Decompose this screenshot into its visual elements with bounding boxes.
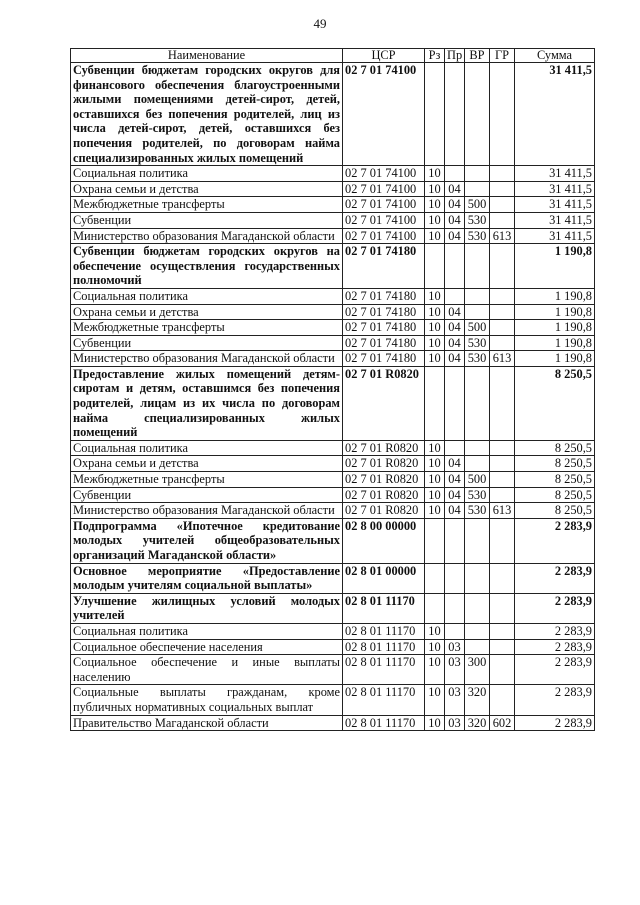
cell-csr: 02 8 01 11170 xyxy=(343,655,425,685)
cell-vr xyxy=(465,440,490,456)
cell-gr xyxy=(490,593,515,623)
table-row xyxy=(71,563,595,593)
cell-vr xyxy=(465,366,490,440)
cell-gr xyxy=(490,288,515,304)
cell-vr xyxy=(465,593,490,623)
cell-gr: 613 xyxy=(490,503,515,519)
cell-rz: 10 xyxy=(425,503,445,519)
cell-pr: 03 xyxy=(445,715,465,731)
cell-sum: 2 283,9 xyxy=(515,563,595,593)
cell-name: Межбюджетные трансферты xyxy=(71,320,343,336)
cell-rz: 10 xyxy=(425,472,445,488)
cell-sum: 1 190,8 xyxy=(515,335,595,351)
cell-sum: 2 283,9 xyxy=(515,623,595,639)
cell-csr: 02 7 01 R0820 xyxy=(343,456,425,472)
cell-rz xyxy=(425,518,445,563)
cell-vr: 500 xyxy=(465,320,490,336)
cell-csr: 02 7 01 R0820 xyxy=(343,503,425,519)
cell-vr xyxy=(465,518,490,563)
table-row xyxy=(71,715,595,731)
cell-csr: 02 7 01 74180 xyxy=(343,351,425,367)
cell-name: Субвенции xyxy=(71,212,343,228)
cell-vr: 500 xyxy=(465,472,490,488)
cell-sum: 31 411,5 xyxy=(515,181,595,197)
cell-gr: 613 xyxy=(490,351,515,367)
cell-pr xyxy=(445,440,465,456)
cell-pr: 04 xyxy=(445,472,465,488)
cell-name: Правительство Магаданской области xyxy=(71,715,343,731)
cell-sum: 1 190,8 xyxy=(515,351,595,367)
table-row xyxy=(71,685,595,715)
cell-csr: 02 7 01 74180 xyxy=(343,304,425,320)
cell-csr: 02 7 01 74180 xyxy=(343,320,425,336)
table-row xyxy=(71,181,595,197)
header-csr: ЦСР xyxy=(343,49,425,63)
table-row xyxy=(71,639,595,655)
table-row xyxy=(71,166,595,182)
cell-pr: 04 xyxy=(445,456,465,472)
cell-sum: 2 283,9 xyxy=(515,639,595,655)
cell-name: Субвенции xyxy=(71,487,343,503)
cell-sum: 2 283,9 xyxy=(515,518,595,563)
cell-vr: 530 xyxy=(465,228,490,244)
cell-pr: 03 xyxy=(445,639,465,655)
cell-name: Основное мероприятие «Предоставление молодым учителям социальной выплаты» xyxy=(71,563,343,593)
cell-vr xyxy=(465,166,490,182)
cell-rz: 10 xyxy=(425,487,445,503)
table-row xyxy=(71,440,595,456)
cell-name: Социальная политика xyxy=(71,288,343,304)
header-name: Наименование xyxy=(71,49,343,63)
page-number: 49 xyxy=(313,16,327,31)
cell-rz: 10 xyxy=(425,639,445,655)
header-rz: Рз xyxy=(425,49,445,63)
cell-sum: 31 411,5 xyxy=(515,228,595,244)
table-row xyxy=(71,593,595,623)
cell-pr: 04 xyxy=(445,351,465,367)
cell-name: Субвенции бюджетам городских округов для финансового обеспечения благоустроенными жилыми помещениями детей-сирот, детей, оставшихся без попечения родителей, лиц из числа детей-сирот, детей, оставшихся без попечения родителей, по договорам найма специализированных жилых помещений xyxy=(71,63,343,166)
cell-rz xyxy=(425,244,445,289)
cell-vr xyxy=(465,63,490,166)
cell-vr xyxy=(465,181,490,197)
cell-pr: 04 xyxy=(445,212,465,228)
cell-pr xyxy=(445,63,465,166)
cell-sum: 8 250,5 xyxy=(515,440,595,456)
cell-csr: 02 8 01 11170 xyxy=(343,685,425,715)
cell-csr: 02 7 01 74100 xyxy=(343,166,425,182)
cell-csr: 02 7 01 74100 xyxy=(343,228,425,244)
cell-name: Министерство образования Магаданской области xyxy=(71,503,343,519)
cell-gr xyxy=(490,440,515,456)
cell-vr: 530 xyxy=(465,212,490,228)
cell-rz: 10 xyxy=(425,197,445,213)
cell-vr: 300 xyxy=(465,655,490,685)
cell-csr: 02 8 00 00000 xyxy=(343,518,425,563)
cell-gr xyxy=(490,655,515,685)
cell-name: Министерство образования Магаданской области xyxy=(71,228,343,244)
cell-rz xyxy=(425,63,445,166)
cell-pr: 04 xyxy=(445,503,465,519)
cell-name: Межбюджетные трансферты xyxy=(71,472,343,488)
table-row xyxy=(71,335,595,351)
cell-sum: 2 283,9 xyxy=(515,593,595,623)
table-row xyxy=(71,518,595,563)
table-row xyxy=(71,351,595,367)
cell-gr: 613 xyxy=(490,228,515,244)
cell-gr xyxy=(490,181,515,197)
cell-csr: 02 8 01 11170 xyxy=(343,715,425,731)
cell-gr xyxy=(490,623,515,639)
cell-csr: 02 7 01 74180 xyxy=(343,335,425,351)
cell-rz: 10 xyxy=(425,655,445,685)
cell-vr xyxy=(465,244,490,289)
cell-rz: 10 xyxy=(425,623,445,639)
cell-pr: 03 xyxy=(445,685,465,715)
table-header-row xyxy=(71,49,595,63)
cell-name: Социальное обеспечение и иные выплаты населению xyxy=(71,655,343,685)
cell-rz xyxy=(425,366,445,440)
cell-rz: 10 xyxy=(425,228,445,244)
cell-name: Социальная политика xyxy=(71,440,343,456)
header-pr: Пр xyxy=(445,49,465,63)
cell-pr xyxy=(445,288,465,304)
cell-name: Охрана семьи и детства xyxy=(71,181,343,197)
cell-pr xyxy=(445,563,465,593)
cell-gr xyxy=(490,487,515,503)
cell-vr xyxy=(465,623,490,639)
cell-gr xyxy=(490,518,515,563)
cell-gr xyxy=(490,320,515,336)
table-row xyxy=(71,244,595,289)
cell-csr: 02 7 01 74100 xyxy=(343,63,425,166)
cell-sum: 2 283,9 xyxy=(515,685,595,715)
cell-rz: 10 xyxy=(425,181,445,197)
cell-rz: 10 xyxy=(425,212,445,228)
cell-name: Субвенции бюджетам городских округов на обеспечение осуществления государственных полномочий xyxy=(71,244,343,289)
cell-gr xyxy=(490,166,515,182)
cell-name: Межбюджетные трансферты xyxy=(71,197,343,213)
table-body xyxy=(71,63,595,731)
cell-vr xyxy=(465,288,490,304)
table-row xyxy=(71,623,595,639)
header-vr: ВР xyxy=(465,49,490,63)
table-row xyxy=(71,655,595,685)
cell-sum: 1 190,8 xyxy=(515,304,595,320)
cell-pr: 03 xyxy=(445,655,465,685)
cell-vr: 500 xyxy=(465,197,490,213)
cell-rz: 10 xyxy=(425,685,445,715)
cell-name: Социальная политика xyxy=(71,166,343,182)
cell-csr: 02 8 01 11170 xyxy=(343,639,425,655)
cell-csr: 02 8 01 00000 xyxy=(343,563,425,593)
cell-csr: 02 7 01 R0820 xyxy=(343,440,425,456)
cell-pr: 04 xyxy=(445,304,465,320)
cell-rz xyxy=(425,563,445,593)
table-row xyxy=(71,472,595,488)
cell-vr: 320 xyxy=(465,685,490,715)
cell-gr xyxy=(490,563,515,593)
cell-vr: 320 xyxy=(465,715,490,731)
cell-pr: 04 xyxy=(445,335,465,351)
cell-gr xyxy=(490,366,515,440)
cell-sum: 31 411,5 xyxy=(515,166,595,182)
cell-csr: 02 7 01 74180 xyxy=(343,244,425,289)
cell-sum: 31 411,5 xyxy=(515,63,595,166)
cell-name: Охрана семьи и детства xyxy=(71,456,343,472)
cell-vr: 530 xyxy=(465,335,490,351)
cell-csr: 02 8 01 11170 xyxy=(343,623,425,639)
cell-vr xyxy=(465,456,490,472)
cell-rz: 10 xyxy=(425,320,445,336)
table-row xyxy=(71,212,595,228)
header-gr: ГР xyxy=(490,49,515,63)
cell-sum: 1 190,8 xyxy=(515,320,595,336)
table-row xyxy=(71,63,595,166)
cell-gr xyxy=(490,472,515,488)
cell-gr: 602 xyxy=(490,715,515,731)
cell-gr xyxy=(490,304,515,320)
cell-gr xyxy=(490,456,515,472)
budget-table xyxy=(70,48,595,731)
cell-pr: 04 xyxy=(445,320,465,336)
table-row xyxy=(71,320,595,336)
cell-pr: 04 xyxy=(445,181,465,197)
cell-pr xyxy=(445,166,465,182)
cell-gr xyxy=(490,212,515,228)
cell-rz: 10 xyxy=(425,715,445,731)
cell-rz: 10 xyxy=(425,166,445,182)
table-row xyxy=(71,456,595,472)
cell-rz xyxy=(425,593,445,623)
cell-csr: 02 7 01 74100 xyxy=(343,197,425,213)
cell-gr xyxy=(490,244,515,289)
cell-rz: 10 xyxy=(425,288,445,304)
cell-vr xyxy=(465,304,490,320)
cell-sum: 8 250,5 xyxy=(515,366,595,440)
cell-rz: 10 xyxy=(425,304,445,320)
cell-name: Социальное обеспечение населения xyxy=(71,639,343,655)
cell-pr xyxy=(445,593,465,623)
cell-sum: 31 411,5 xyxy=(515,197,595,213)
cell-pr xyxy=(445,366,465,440)
cell-csr: 02 7 01 74100 xyxy=(343,181,425,197)
cell-vr xyxy=(465,563,490,593)
table-row xyxy=(71,503,595,519)
cell-sum: 31 411,5 xyxy=(515,212,595,228)
cell-name: Субвенции xyxy=(71,335,343,351)
cell-sum: 2 283,9 xyxy=(515,715,595,731)
cell-name: Министерство образования Магаданской области xyxy=(71,351,343,367)
cell-gr xyxy=(490,685,515,715)
cell-vr: 530 xyxy=(465,487,490,503)
cell-name: Предоставление жилых помещений детям-сиротам и детям, оставшимся без попечения родителей, лицам из их числа по договорам найма специализированных жилых помещений xyxy=(71,366,343,440)
cell-csr: 02 7 01 74100 xyxy=(343,212,425,228)
cell-vr: 530 xyxy=(465,503,490,519)
cell-csr: 02 7 01 R0820 xyxy=(343,472,425,488)
cell-pr: 04 xyxy=(445,228,465,244)
cell-pr xyxy=(445,244,465,289)
cell-gr xyxy=(490,197,515,213)
cell-vr: 530 xyxy=(465,351,490,367)
cell-pr: 04 xyxy=(445,487,465,503)
cell-sum: 1 190,8 xyxy=(515,244,595,289)
table-row xyxy=(71,304,595,320)
cell-sum: 2 283,9 xyxy=(515,655,595,685)
cell-gr xyxy=(490,639,515,655)
cell-vr xyxy=(465,639,490,655)
table-row xyxy=(71,197,595,213)
table-row xyxy=(71,288,595,304)
cell-sum: 8 250,5 xyxy=(515,472,595,488)
table-row xyxy=(71,228,595,244)
table-row xyxy=(71,487,595,503)
cell-sum: 8 250,5 xyxy=(515,503,595,519)
cell-sum: 8 250,5 xyxy=(515,487,595,503)
cell-csr: 02 7 01 R0820 xyxy=(343,487,425,503)
cell-rz: 10 xyxy=(425,351,445,367)
cell-gr xyxy=(490,63,515,166)
cell-name: Подпрограмма «Ипотечное кредитование молодых учителей общеобразовательных организаций Магаданской области» xyxy=(71,518,343,563)
cell-pr xyxy=(445,518,465,563)
cell-pr xyxy=(445,623,465,639)
table-row xyxy=(71,366,595,440)
cell-name: Социальные выплаты гражданам, кроме публичных нормативных социальных выплат xyxy=(71,685,343,715)
cell-pr: 04 xyxy=(445,197,465,213)
cell-rz: 10 xyxy=(425,440,445,456)
cell-rz: 10 xyxy=(425,456,445,472)
cell-sum: 8 250,5 xyxy=(515,456,595,472)
cell-gr xyxy=(490,335,515,351)
cell-rz: 10 xyxy=(425,335,445,351)
cell-name: Улучшение жилищных условий молодых учителей xyxy=(71,593,343,623)
cell-name: Охрана семьи и детства xyxy=(71,304,343,320)
cell-csr: 02 7 01 R0820 xyxy=(343,366,425,440)
cell-name: Социальная политика xyxy=(71,623,343,639)
cell-csr: 02 8 01 11170 xyxy=(343,593,425,623)
cell-sum: 1 190,8 xyxy=(515,288,595,304)
header-sum: Сумма xyxy=(515,49,595,63)
cell-csr: 02 7 01 74180 xyxy=(343,288,425,304)
